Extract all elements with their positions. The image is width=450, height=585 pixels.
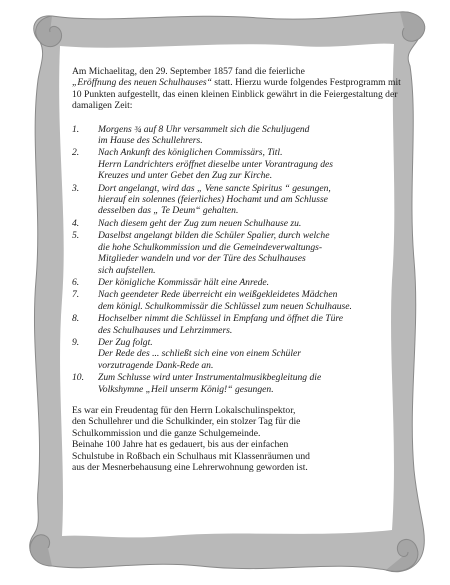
item-text: Daselbst angelangt bilden die Schüler Spalier, durch welche die hohe Schulkommission und die Gemeindeverwaltungs- Mitglieder wandeln und vor der Türe des Schulhauses sich aufstellen. — [98, 230, 330, 276]
list-item — [72, 372, 404, 395]
item-number: 8. — [72, 313, 80, 325]
item-text: Der Zug folgt. Der Rede des ... schließt sich eine von einem Schüler vorzutragende Dank-Rede an. — [98, 336, 302, 371]
item-number: 5. — [72, 230, 80, 242]
item-text: Zum Schlusse wird unter Instrumentalmusikbegleitung die Volkshymne „Heil unserm König!“ gesungen. — [98, 372, 322, 395]
item-text: Nach diesem geht der Zug zum neuen Schulhause zu. — [98, 217, 302, 229]
item-text: Nach geendeter Rede überreicht ein weißgekleidetes Mädchen dem königl. Schulkommissär die Schlüssel zum neuen Schulhause. — [98, 289, 352, 312]
intro-post: statt. Hierzu wurde folgendes Festprogramm mit 10 Punkten aufgestellt, das einen kleinen Einblick gewährt in die Feiergestaltung der damaligen Zeit: — [72, 77, 401, 112]
item-text: Dort angelangt, wird das „ Vene sancte Spiritus “ gesungen, hierauf ein solennes (feierliches) Hochamt und am Schlusse desselben das „ Te Deum“ gehalten. — [98, 182, 331, 217]
list-item — [72, 230, 404, 276]
list-item — [72, 313, 404, 336]
item-text: Hochselber nimmt die Schlüssel in Empfang und öffnet die Türe des Schulhauses und Lehrzimmers. — [98, 313, 344, 336]
item-number: 7. — [72, 289, 80, 301]
list-item — [72, 183, 404, 217]
intro-title: „Eröffnung des neuen Schulhauses“ — [72, 77, 212, 89]
item-number: 9. — [72, 336, 80, 348]
item-text: Der königliche Kommissär hält eine Anrede. — [98, 276, 270, 288]
item-number: 4. — [72, 217, 80, 229]
item-text: Nach Ankunft des königlichen Commissärs, Titl. Herrn Landrichters eröffnet dieselbe unter Vorantragung des Kreuzes und unter Gebet den Zug zur Kirche. — [98, 147, 334, 182]
item-number: 2. — [72, 147, 80, 159]
scroll-top-right-curl — [400, 12, 425, 41]
list-item — [72, 337, 404, 371]
item-number: 10. — [72, 372, 84, 384]
item-number: 3. — [72, 182, 80, 194]
item-number: 6. — [72, 276, 80, 288]
list-item — [72, 289, 404, 312]
intro-pre: Am Michaelitag, den 29. September 1857 fand die feierliche — [72, 66, 305, 77]
list-item — [72, 277, 404, 288]
list-item — [72, 147, 404, 181]
item-number: 1. — [72, 123, 80, 135]
closing-paragraph: Es war ein Freudentag für den Herrn Lokalschulinspektor, den Schullehrer und die Schulkinder, ein stolzer Tag für die Schulkommission und die ganze Schulgemeinde. Beinahe 100 Jahre hat es gedauert, bis aus der einfachen Schulstube in Roßbach ein Schulhaus mit Klassenräumen und aus der Mesnerbehausung eine Lehrerwohnung geworden ist. — [72, 404, 310, 473]
list-item — [72, 124, 404, 147]
festprogramm-list — [72, 124, 404, 395]
list-item — [72, 218, 404, 229]
document-text — [72, 66, 404, 473]
item-text: Morgens ¾ auf 8 Uhr versammelt sich die Schuljugend im Hause des Schullehrers. — [98, 123, 310, 147]
intro-paragraph — [72, 66, 404, 112]
